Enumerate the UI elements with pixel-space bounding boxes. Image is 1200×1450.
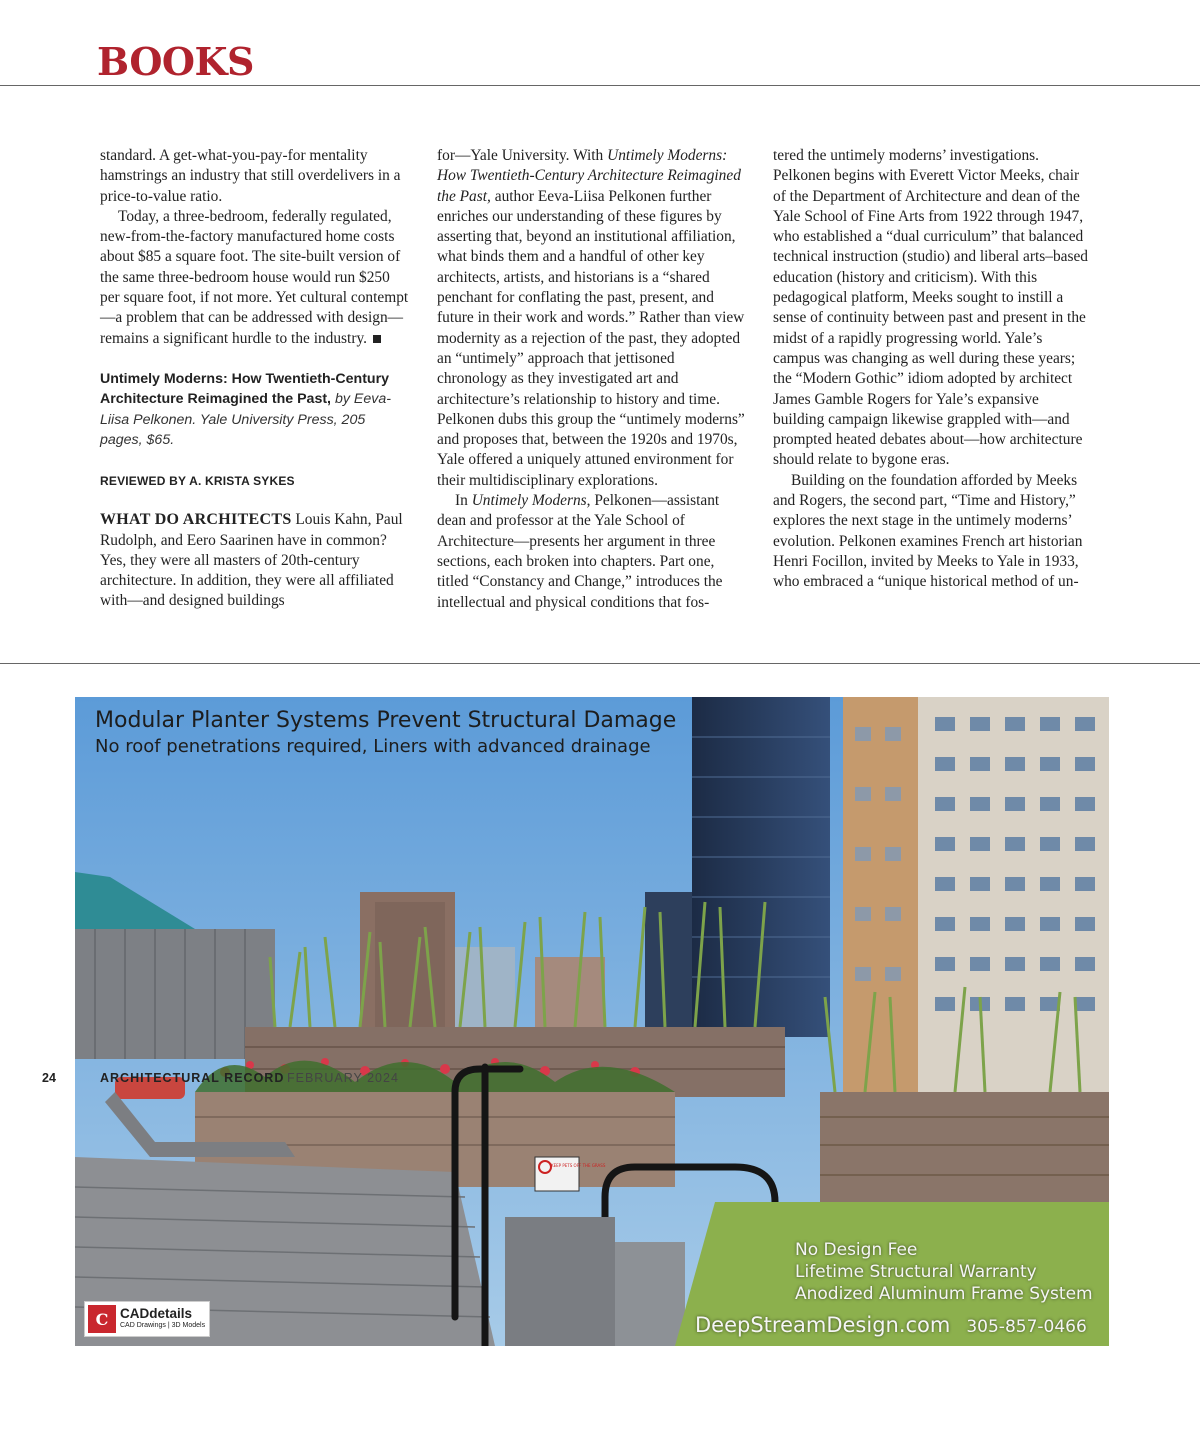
article-column-2 xyxy=(437,146,747,613)
paragraph: tered the untimely moderns’ investigations. Pelkonen begins with Everett Victor Meeks, chair of the Department of Architecture and dean of the Yale School of Fine Arts from 1922 through 1947, who established a “dual curriculum” that balanced technical instruction (studio) and liberal arts–based education (history and criticism). With this pedagogical platform, Meeks sought to instill a sense of continuity between past and present in the midst of a rapidly progressing world. Yale’s campus was changing as well during these years; the “Modern Gothic” idiom adopted by architect James Gamble Rogers for Yale’s expansive building campaign likewise grappled with—and prompted heated debates about—how architecture should relate to bygone eras. xyxy=(773,147,1088,469)
issue-date: FEBRUARY 2024 xyxy=(287,1071,399,1085)
lead-caps: WHAT DO ARCHITECTS xyxy=(100,511,292,529)
paragraph: standard. A get-what-you-pay-for mentality hamstrings an industry that still overdelivers in a price-to-value ratio. xyxy=(100,147,401,205)
ad-phone[interactable]: 305-857-0466 xyxy=(966,1317,1087,1337)
publication-name: ARCHITECTURAL RECORD xyxy=(100,1071,285,1085)
caddetails-text xyxy=(120,1307,205,1331)
page-number: 24 xyxy=(42,1071,56,1085)
ad-headline-block xyxy=(95,707,676,759)
paragraph xyxy=(437,146,747,491)
caddetails-badge[interactable] xyxy=(84,1301,210,1337)
ad-divider xyxy=(0,663,1200,664)
book-by: by xyxy=(334,391,350,408)
ad-features xyxy=(795,1239,1093,1305)
paragraph-text: author Eeva-Liisa Pelkonen further enriches our understanding of these figures by asserting that, beyond an institutional affiliation, what binds them and a handful of other key architects, artists, and historians is a “shared penchant for conflating the past, present, and future in their work and words.” Rather than view modernity as a rejection of the past, they adopted an “untimely” approach that jettisoned chronology as they investigated art and architecture’s relationship to history and time. Pelkonen dubs this group the “untimely moderns” and proposes that, between the 1920s and 1970s, Yale offered a uniquely attuned environment for their multidisciplinary explorations. xyxy=(437,187,745,489)
ad-headline: Modular Planter Systems Prevent Structural Damage xyxy=(95,708,677,733)
advertisement[interactable] xyxy=(75,697,1109,1346)
ad-contact xyxy=(695,1313,1087,1337)
paragraph-text: In xyxy=(455,492,468,510)
ad-subhead: No roof penetrations required, Liners with advanced drainage xyxy=(95,736,651,757)
ad-feature-item: Anodized Aluminum Frame System xyxy=(795,1284,1093,1304)
paragraph-text: for—Yale University. With xyxy=(437,147,604,164)
book-info xyxy=(100,369,410,451)
caddetails-logo-icon: C xyxy=(88,1305,116,1333)
book-title-italic: Untimely Moderns xyxy=(471,492,587,510)
book-details: Eeva-Liisa Pelkonen. Yale University Press, 205 pages, $65. xyxy=(100,391,391,449)
ad-feature-item: Lifetime Structural Warranty xyxy=(795,1262,1037,1282)
paragraph-text: Today, a three-bedroom, federally regulated, new-from-the-factory manufactured home costs about $85 a square foot. The site-built version of the same three-bedroom house would run $250 per square foot, if not more. Yet cultural contempt—a problem that can be addressed with design—remains a significant hurdle to the industry. xyxy=(100,207,409,347)
ad-website-link[interactable]: DeepStreamDesign.com xyxy=(695,1313,951,1337)
ad-feature-item: No Design Fee xyxy=(795,1240,918,1260)
caddetails-subtitle: CAD Drawings | 3D Models xyxy=(120,1322,206,1329)
lead-text: Louis Kahn, Paul Rudolph, and Eero Saarinen have in common? Yes, they were all masters of 20th-century architecture. In addition, they were all affiliated with—and designed buildings xyxy=(100,511,403,610)
caddetails-title: CADdetails xyxy=(120,1306,193,1321)
lead-paragraph xyxy=(100,510,410,611)
book-title-italic: Untimely Moderns: How Twentieth-Century Architecture Reimagined the Past, xyxy=(437,147,741,205)
planter-sign: KEEP PETS OFF THE GRASS xyxy=(551,1163,606,1168)
paragraph xyxy=(437,491,747,613)
paragraph xyxy=(100,207,410,349)
header-divider xyxy=(0,85,1200,86)
paragraph-text: , Pelkonen—assistant dean and professor at the Yale School of Architecture—presents her argument in three sections, each broken into chapters. Part one, titled “Constancy and Change,” introduces the intellectual and physical conditions that fos- xyxy=(437,492,723,611)
book-title: Untimely Moderns: How Twentieth-Century Architecture Reimagined the Past, xyxy=(100,370,390,408)
article-column-3 xyxy=(773,146,1089,593)
paragraph: Building on the foundation afforded by Meeks and Rogers, the second part, “Time and History,” explores the next stage in the untimely moderns’ evolution. Pelkonen examines French art historian Henri Focillon, invited by Meeks to Yale in 1933, who embraced a “unique historical method of un- xyxy=(773,471,1083,591)
end-mark-icon xyxy=(373,335,381,343)
section-title: BOOKS xyxy=(97,39,254,84)
article-column-1 xyxy=(100,146,410,612)
reviewer-byline: REVIEWED BY A. KRISTA SYKES xyxy=(100,473,295,488)
